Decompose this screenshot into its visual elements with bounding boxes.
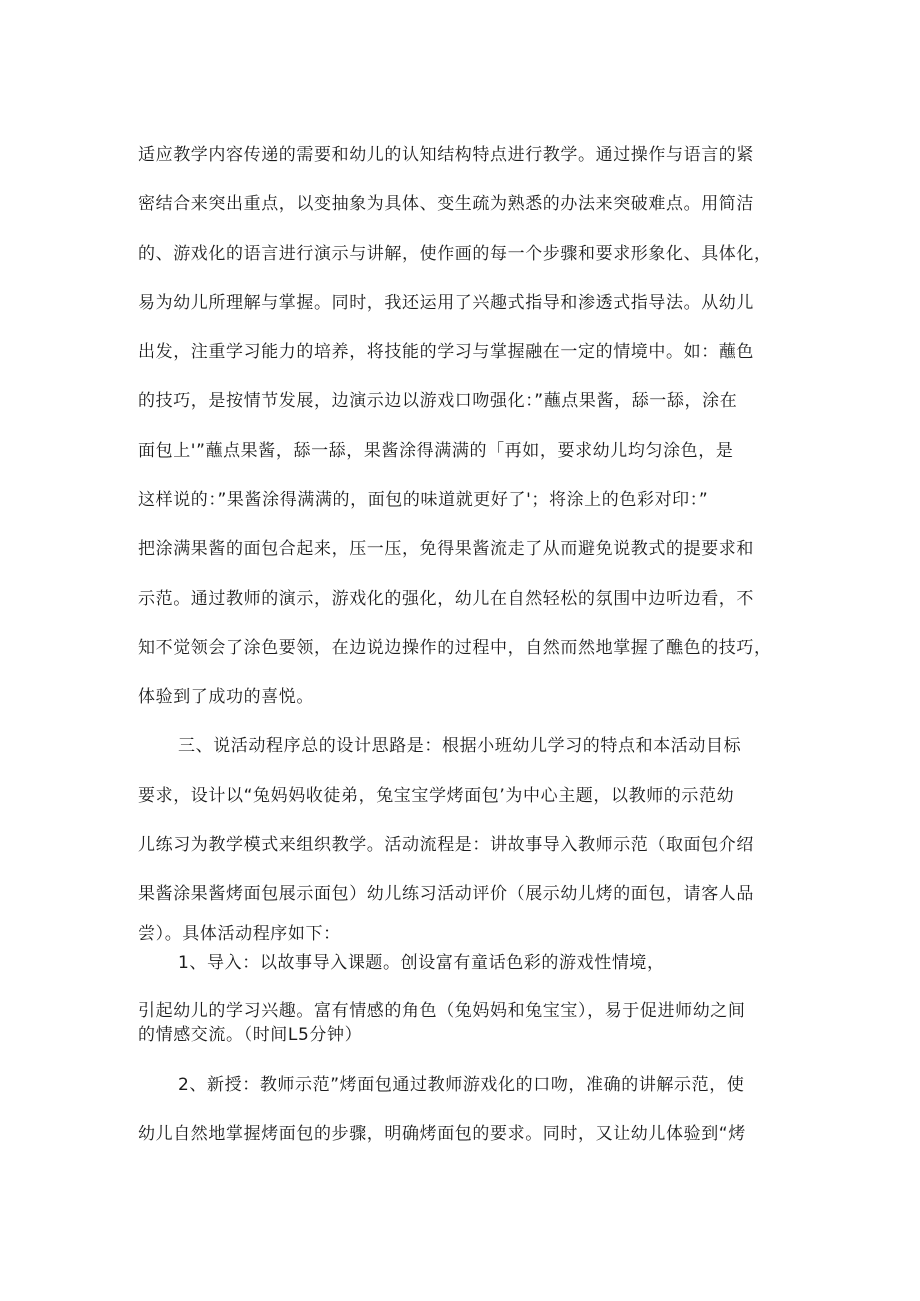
text-line: 易为幼儿所理解与掌握。同时，我还运用了兴趣式指导和渗透式指导法。从幼儿 — [138, 293, 754, 313]
text-line: 面包上'”蘸点果酱，舔一舔，果酱涂得满满的「再如，要求幼儿均匀涂色，是 — [138, 441, 734, 461]
text-line: 要求，设计以“兔妈妈收徒弟，兔宝宝学烤面包’为中心主题，以教师的示范幼 — [138, 786, 735, 806]
text-line: 的情感交流。（时间L5分钟） — [138, 1025, 363, 1045]
text-line: 出发，注重学习能力的培养，将技能的学习与掌握融在一定的情境中。如：蘸色 — [138, 342, 754, 362]
text-line: 适应教学内容传递的需要和幼儿的认知结构特点进行教学。通过操作与语言的紧 — [138, 145, 754, 165]
text-line: 这样说的：”果酱涂得满满的，面包的味道就更好了'；将涂上的色彩对印：” — [138, 490, 709, 510]
text-line: 知不觉领会了涂色要领，在边说边操作的过程中，自然而然地掌握了醮色的技巧， — [138, 638, 772, 658]
text-line: 示范。通过教师的演示，游戏化的强化，幼儿在自然轻松的氛围中边听边看，不 — [138, 589, 754, 609]
text-line: 的、游戏化的语言进行演示与讲解，使作画的每一个步骤和要求形象化、具体化， — [138, 244, 772, 264]
text-line: 幼儿自然地掌握烤面包的步骤，明确烤面包的要求。同时，又让幼儿体验到“烤 — [138, 1124, 746, 1144]
section-heading-line: 三、说活动程序总的设计思路是：根据小班幼儿学习的特点和本活动目标 — [178, 736, 742, 756]
text-line: 尝）。具体活动程序如下： — [138, 924, 341, 944]
text-line: 把涂满果酱的面包合起来，压一压，免得果酱流走了从而避免说教式的提要求和 — [138, 539, 754, 559]
text-line: 引起幼儿的学习兴趣。富有情感的角色（兔妈妈和兔宝宝），易于促进师幼之间 — [138, 1001, 746, 1021]
text-line: 果酱涂果酱烤面包展示面包）幼儿练习活动评价（展示幼儿烤的面包，请客人品 — [138, 884, 754, 904]
list-item-line: 1、导入：以故事导入课题。创设富有童话色彩的游戏性情境， — [178, 953, 665, 973]
text-line: 密结合来突出重点，以变抽象为具体、变生疏为熟悉的办法来突破难点。用简洁 — [138, 194, 754, 214]
text-line: 的技巧，是按情节发展，边演示边以游戏口吻强化：”蘸点果酱，舔一舔，涂在 — [138, 391, 738, 411]
text-line: 儿练习为教学模式来组织教学。活动流程是：讲故事导入教师示范（取面包介绍 — [138, 835, 754, 855]
text-line: 体验到了成功的喜悦。 — [138, 687, 314, 707]
list-item-line: 2、新授：教师示范”烤面包通过教师游戏化的口吻，准确的讲解示范，使 — [178, 1075, 745, 1095]
